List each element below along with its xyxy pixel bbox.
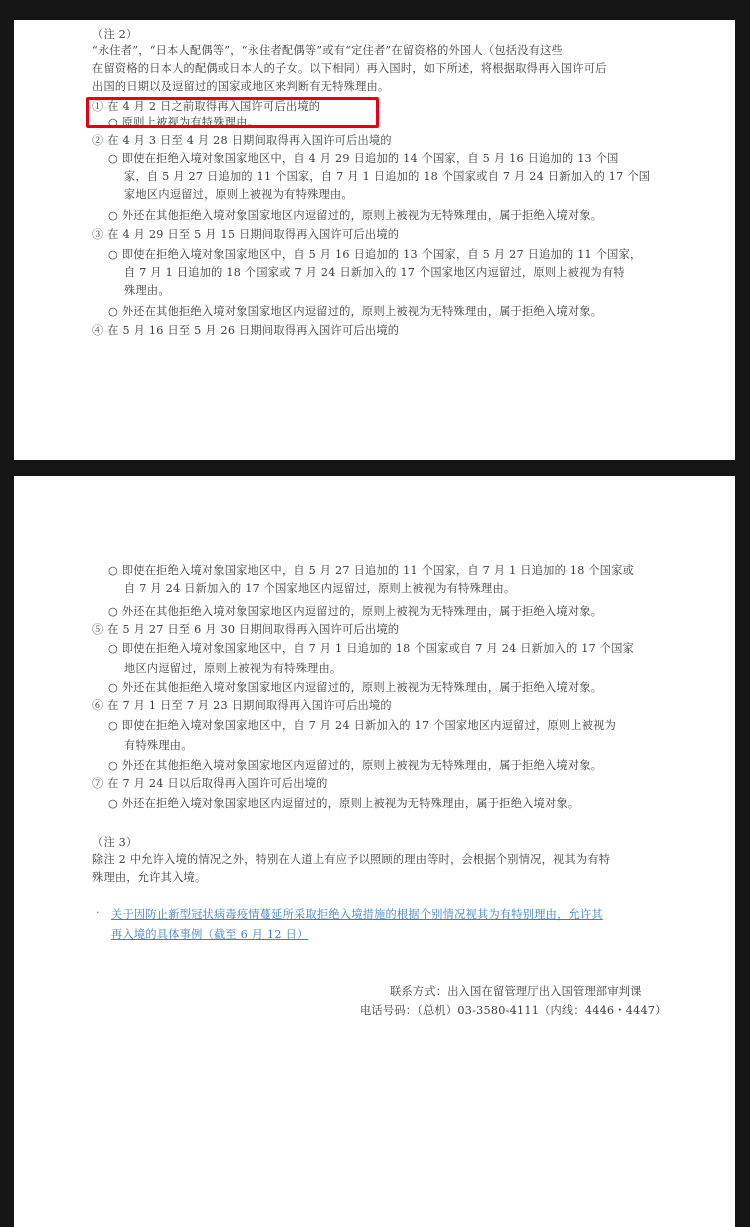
note3-line: 除注 2 中允许入境的情况之外，特别在人道上有应予以照顾的理由等时，会根据个别情况，视其为有特 — [92, 853, 611, 866]
intro-line: 在留资格的日本人的配偶或日本人的子女。以下相同）再入国时，如下所述，将根据取得再入国许可后 — [92, 62, 607, 75]
item-6-sub-2: ○ 外还在其他拒绝入境对象国家地区内逗留过的，原则上被视为无特殊理由，属于拒绝入境对象。 — [108, 759, 603, 772]
item-2-heading: ② 在 4 月 3 日至 4 月 28 日期间取得再入国许可后出境的 — [92, 134, 392, 147]
highlight-box — [86, 97, 379, 128]
item-3-sub-line: 自 7 月 1 日追加的 18 个国家或 7 月 24 日新加入的 17 个国家地区内逗留过，原则上被视为有特 — [124, 266, 625, 279]
item-6-sub-line: ○ 即使在拒绝入境对象国家地区中，自 7 月 24 日新加入的 17 个国家地区内逗留过，原则上被视为 — [108, 719, 617, 732]
item-5-sub-2: ○ 外还在其他拒绝入境对象国家地区内逗留过的，原则上被视为无特殊理由，属于拒绝入境对象。 — [108, 681, 603, 694]
item-5-sub-line: 地区内逗留过，原则上被视为有特殊理由。 — [124, 662, 342, 675]
specific-cases-link[interactable]: 关于因防止新型冠状病毒疫情蔓延所采取拒绝入境措施的根据个别情况视其为有特别理由，允许其 — [111, 908, 603, 921]
item-4-sub-line: 自 7 月 24 日新加入的 17 个国家地区内逗留过，原则上被视为有特殊理由。 — [124, 582, 516, 595]
specific-cases-link-cont[interactable]: 再入境的具体事例（截至 6 月 12 日） — [111, 928, 309, 941]
item-3-sub-line: 殊理由。 — [124, 284, 170, 297]
item-1-sub: ○ 原则上被视为有特殊理由。 — [108, 116, 260, 129]
note3-line: 殊理由，允许其入境。 — [92, 871, 207, 884]
item-6-heading: ⑥ 在 7 月 1 日至 7 月 23 日期间取得再入国许可后出境的 — [92, 699, 392, 712]
contact-info: 联系方式：出入国在留管理厅出入国管理部审判课 — [390, 985, 642, 998]
intro-line: “永住者”，“日本人配偶等”，“永住者配偶等”或有“定住者”在留资格的外国人（包括没有这些 — [92, 44, 563, 57]
item-2-sub-2: ○ 外还在其他拒绝入境对象国家地区内逗留过的，原则上被视为无特殊理由，属于拒绝入境对象。 — [108, 209, 603, 222]
item-2-sub-line: 家地区内逗留过，原则上被视为有特殊理由。 — [124, 188, 353, 201]
item-4-sub-2: ○ 外还在其他拒绝入境对象国家地区内逗留过的，原则上被视为无特殊理由，属于拒绝入境对象。 — [108, 605, 603, 618]
item-2-sub-line: 家，自 5 月 27 日追加的 11 个国家，自 7 月 1 日追加的 18 个国家或自 7 月 24 日新加入的 17 个国 — [124, 170, 651, 183]
document-page-1 — [14, 20, 735, 460]
item-4-sub-line: ○ 即使在拒绝入境对象国家地区中，自 5 月 27 日追加的 11 个国家，自 7 月 1 日追加的 18 个国家或 — [108, 564, 635, 577]
item-4-heading: ④ 在 5 月 16 日至 5 月 26 日期间取得再入国许可后出境的 — [92, 324, 400, 337]
item-3-sub-2: ○ 外还在其他拒绝入境对象国家地区内逗留过的，原则上被视为无特殊理由，属于拒绝入境对象。 — [108, 305, 603, 318]
link-bullet: · — [96, 906, 100, 919]
note2-title: （注 2） — [92, 28, 138, 41]
phone-number: 电话号码：（总机）03-3580-4111（内线：4446・4447） — [360, 1004, 667, 1017]
item-3-heading: ③ 在 4 月 29 日至 5 月 15 日期间取得再入国许可后出境的 — [92, 228, 400, 241]
item-7-heading: ⑦ 在 7 月 24 日以后取得再入国许可后出境的 — [92, 777, 328, 790]
item-5-heading: ⑤ 在 5 月 27 日至 6 月 30 日期间取得再入国许可后出境的 — [92, 623, 400, 636]
item-5-sub-line: ○ 即使在拒绝入境对象国家地区中，自 7 月 1 日追加的 18 个国家或自 7 月 24 日新加入的 17 个国家 — [108, 642, 635, 655]
note3-title: （注 3） — [92, 836, 138, 849]
item-3-sub-line: ○ 即使在拒绝入境对象国家地区中，自 5 月 16 日追加的 13 个国家，自 5 月 27 日追加的 11 个国家， — [108, 248, 642, 261]
intro-line: 出国的日期以及逗留过的国家或地区来判断有无特殊理由。 — [92, 80, 390, 93]
document-page-2 — [14, 476, 735, 1227]
item-1-heading: ① 在 4 月 2 日之前取得再入国许可后出境的 — [92, 100, 321, 113]
item-7-sub: ○ 外还在拒绝入境对象国家地区内逗留过的，原则上被视为无特殊理由，属于拒绝入境对象。 — [108, 797, 580, 810]
item-6-sub-line: 有特殊理由。 — [124, 739, 193, 752]
item-2-sub-line: ○ 即使在拒绝入境对象国家地区中，自 4 月 29 日追加的 14 个国家，自 5 月 16 日追加的 13 个国 — [108, 152, 619, 165]
